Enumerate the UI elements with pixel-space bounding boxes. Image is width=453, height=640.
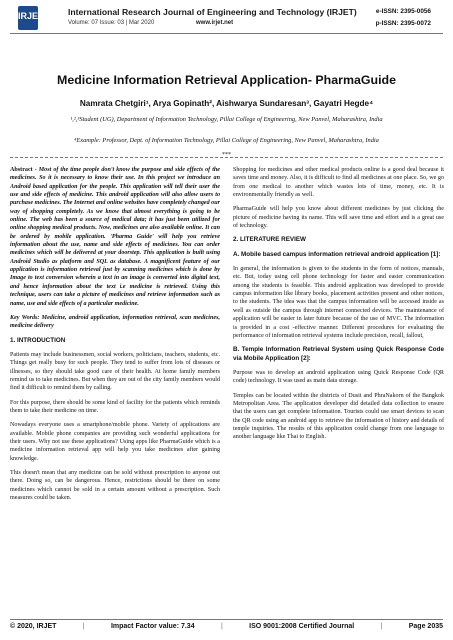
paragraph: Patients may include businessmen, social workers, politicians, teachers, students, etc. Things get really busy for such people. They tend to suffer from lots of diseases or illnesses, so they should take good care of their health. At home family members remind us to take medicines. But when they are out of the city family members would find it difficult to remind them by calling. — [10, 351, 220, 392]
keywords-label: Key Words — [10, 314, 38, 321]
paragraph: Nowadays everyone uses a smartphone/mobile phone. Variety of applications are available. Mobile phone companies are providing such wonderful applications for their users. Why not use these applications? Using apps like PharmaGuide which is a medicine information retrieval app will help you take medicines after gaining knowledge. — [10, 422, 220, 462]
footer-rule — [10, 619, 443, 620]
left-column — [10, 166, 220, 508]
footer-separator: | — [380, 623, 383, 630]
paragraph: PharmaGuide will help you know about different medicines by just clicking the picture of medicine having its name. This will save time and effort and is a great use of technology. — [233, 206, 444, 230]
abstract-label: Abstract - — [10, 167, 37, 173]
section-heading-literature-review: 2. LITERATURE REVIEW — [233, 236, 307, 244]
paragraph: This doesn't mean that any medicine can be sold without prescription to anyone out there. Doing so, can be dangerous. Hence, restrictions should be there on some medicines which cannot be sold in a certain amount without a prescription. Such measures could be taken. — [10, 470, 220, 502]
paragraph: Purpose was to develop an android application using Quick Response Code (QR code) technology. It was used as main data storage. — [233, 369, 444, 385]
paragraph: Shopping for medicines and other medical products online is a good deal because it saves time and money. Also, it is difficult to find all medicines at one place. So, we go from one medical to another which wastes lots of time, money, etc. It is environmentally friendly as well. — [233, 167, 444, 199]
subsection-heading-b: B. Temple Information Retrieval System using Quick Response Code via Mobile Application [2]: — [233, 346, 444, 362]
journal-header — [0, 0, 453, 66]
footer-separator: | — [220, 623, 223, 630]
divider-stars: *** — [222, 152, 231, 158]
keywords-text: : Medicine, android application, information retrieval, scan medicines, medicine delivery — [10, 314, 220, 330]
footer-separator: | — [82, 623, 85, 630]
journal-name: International Research Journal of Engineering and Technology (IRJET) — [68, 7, 357, 17]
header-rule — [10, 33, 443, 34]
footer-iso: ISO 9001:2008 Certified Journal — [249, 623, 355, 630]
paragraph: Temples can be located within the districts of Dusit and PhraNakorn of the Bangkok Metropolitan Area. The application developer did detailed data collection to ensure that the users can get complete information. Tourists could use smart devices to scan the QR code using an android app to retrieve the information of history and details of temple inquiries. The results of this application could change from one language to another language like Thai to English. — [233, 392, 444, 441]
footer-copyright: © 2020, IRJET — [10, 623, 57, 630]
abstract — [10, 166, 220, 308]
paragraph: For this purpose, there should be some kind of facility for the patients which reminds them to take their medicine on time. — [10, 399, 220, 414]
footer-impact-factor: Impact Factor value: 7.34 — [110, 623, 195, 630]
subsection-heading-a: A. Mobile based campus information retrieval android application [1]: — [233, 250, 441, 258]
logo-text: IRJET — [18, 11, 44, 21]
abstract-text: Most of the time people don't know the purpose and side effects of the medicines. So it is necessary to know their use. In this project we introduce an Android based application for the people. This application will tell their user the use and side effects of medicine. This android application will also allow users to purchase medicines. The Internet and online websites have completely changed our way of shopping completely. As we know that almost everything is going to be online. The web has been a source of medical data; it has just been utilized for online shopping medical products. Now, medicines are also available online. It can be ordered by mobile application. 'Pharma Guide' will help you retrieve information about the use, name and side effects of medicines. You can order medicines which will be delivered at your doorstep. This application is built using Android Studio as platform and SQL as database. A magnificent feature of our application is information retrieval just by scanning medicines which is done by Image to text conversion wherein a text in an image is converted into digital text, and hence information about the text i.e medicine is retrieved. Using this technique, users can take a picture of medicines and retrieve information such as name, use and side effects of a particular medicine. — [10, 167, 220, 307]
paragraph: In general, the information is given to the students in the form of notices, manuals, etc. But, today using cell phone technology for faster and easier communication among the students is feasible. This android application was developed to provide campus information like library books, placement activities present and other notices, to the students. The idea was that the campus information will be accessed inside as well as outside the campus through internet connected devices. The maintenance of application will be easier in later future because of the use of MVC. The information is provided in a cost -effective manner. Different procedures for evaluating the performance of information retrieval systems include precision, recall, fallout, — [233, 266, 444, 339]
footer-page-number: Page 2035 — [408, 623, 443, 630]
paper-title: Medicine Information Retrieval Application- PharmaGuide — [57, 73, 396, 87]
journal-website: www.irjet.net — [196, 20, 234, 26]
section-heading-introduction: 1. INTRODUCTION — [10, 336, 66, 344]
e-issn: e-ISSN: 2395-0056 — [375, 8, 431, 15]
right-column — [233, 166, 444, 448]
irjet-logo — [18, 6, 44, 30]
keywords — [10, 314, 220, 331]
volume-issue: Volume: 07 Issue: 03 | Mar 2020 — [68, 20, 155, 26]
affiliation-students: ¹,²,³Student (UG), Department of Information Technology, Pillai College of Engineering, New Panvel, Maharashtra, India — [70, 116, 383, 123]
affiliation-professor: ⁴Example: Professor, Dept. of Information Technology, Pillai College of Engineering, New Panvel, Maharashtra, India — [74, 137, 379, 144]
page-footer — [10, 623, 443, 630]
paper-authors: Namrata Chetgiri¹, Arya Gopinath², Aishwarya Sundaresan³, Gayatri Hegde⁴ — [79, 99, 374, 108]
p-issn: p-ISSN: 2395-0072 — [375, 20, 431, 27]
